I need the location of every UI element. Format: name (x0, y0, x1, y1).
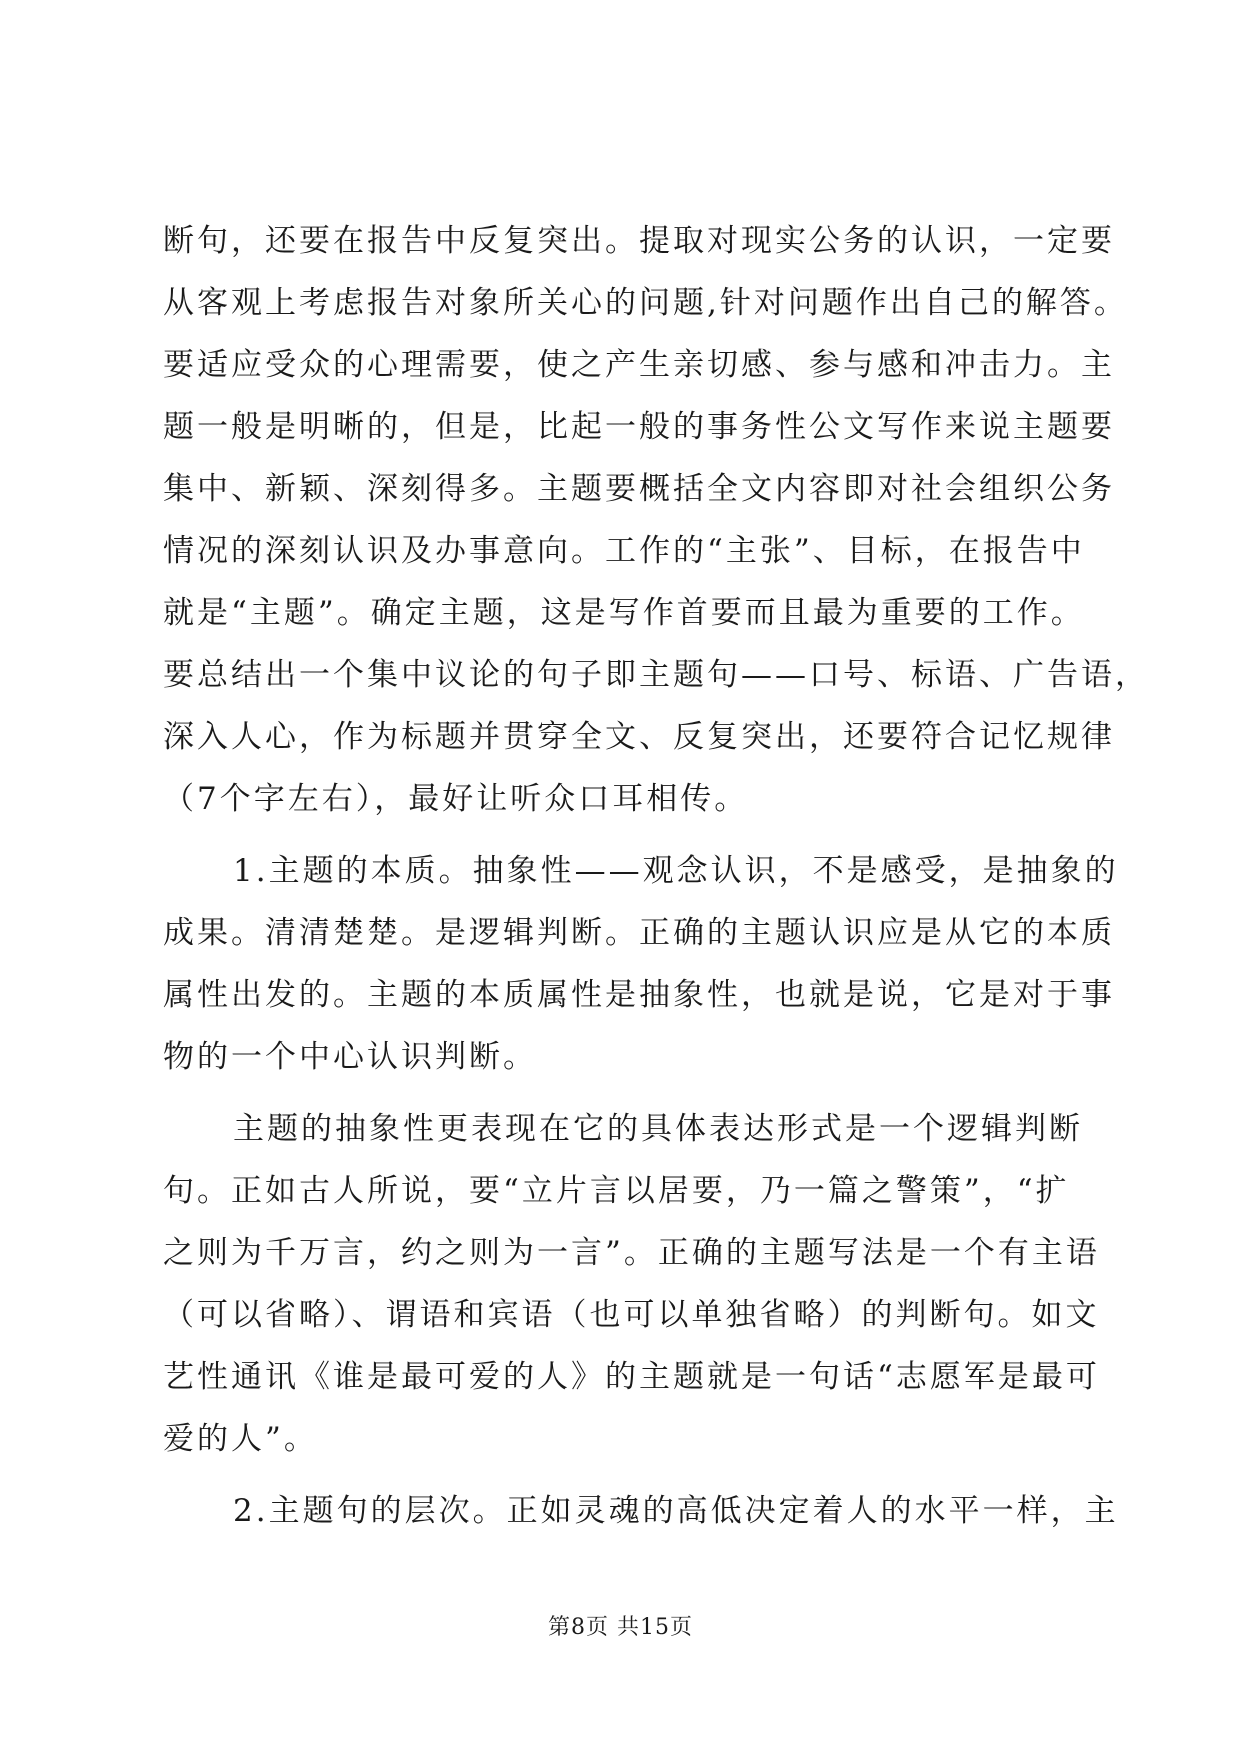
section-2-heading-line: 2.主题句的层次。正如灵魂的高低决定着人的水平一样，主 (233, 1493, 1119, 1529)
text-line: 要适应受众的心理需要，使之产生亲切感、参与感和冲击力。主 (163, 347, 1115, 383)
text-line: 成果。清清楚楚。是逻辑判断。正确的主题认识应是从它的本质 (163, 915, 1115, 951)
paragraph-start-line: 主题的抽象性更表现在它的具体表达形式是一个逻辑判断 (233, 1111, 1083, 1147)
text-line: 从客观上考虑报告对象所关心的问题,针对问题作出自己的解答。 (163, 285, 1128, 321)
text-line: 要总结出一个集中议论的句子即主题句——口号、标语、广告语， (163, 657, 1149, 693)
text-line: 物的一个中心认识判断。 (163, 1039, 537, 1075)
text-line: 之则为千万言，约之则为一言”。正确的主题写法是一个有主语 (163, 1235, 1100, 1271)
text-line: （7个字左右），最好让听众口耳相传。 (163, 781, 749, 817)
page-number-footer: 第8页 共15页 (548, 1615, 693, 1640)
text-line: 属性出发的。主题的本质属性是抽象性，也就是说，它是对于事 (163, 977, 1115, 1013)
text-line: （可以省略）、谓语和宾语（也可以单独省略）的判断句。如文 (163, 1297, 1100, 1333)
text-line: 爱的人”。 (163, 1421, 318, 1457)
text-line: 集中、新颖、深刻得多。主题要概括全文内容即对社会组织公务 (163, 471, 1115, 507)
document-body (163, 210, 1149, 1542)
text-line: 题一般是明晰的，但是，比起一般的事务性公文写作来说主题要 (163, 409, 1115, 445)
text-line: 情况的深刻认识及办事意向。工作的“主张”、目标，在报告中 (163, 533, 1085, 569)
text-line: 断句，还要在报告中反复突出。提取对现实公务的认识，一定要 (163, 223, 1115, 259)
section-1-heading-line: 1.主题的本质。抽象性——观念认识，不是感受，是抽象的 (233, 853, 1119, 889)
text-line: 深入人心，作为标题并贯穿全文、反复突出，还要符合记忆规律 (163, 719, 1115, 755)
text-line: 就是“主题”。确定主题，这是写作首要而且最为重要的工作。 (163, 595, 1085, 631)
text-line: 艺性通讯《谁是最可爱的人》的主题就是一句话“志愿军是最可 (163, 1359, 1100, 1395)
text-line: 句。正如古人所说，要“立片言以居要，乃一篇之警策”，“扩 (163, 1173, 1070, 1209)
